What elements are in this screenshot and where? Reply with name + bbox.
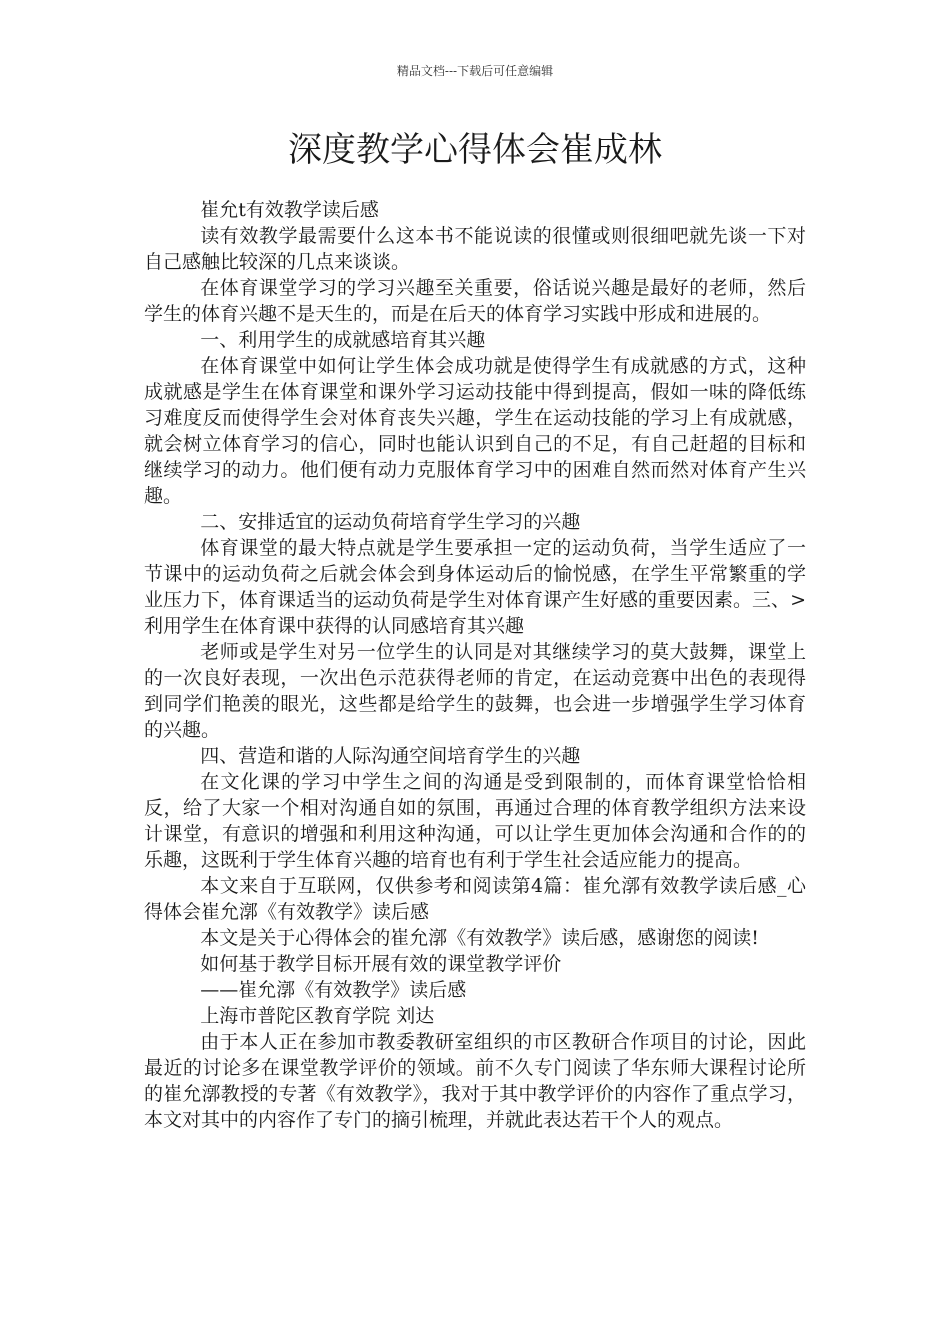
article-title: 如何基于教学目标开展有效的课堂教学评价 [200, 953, 562, 975]
paragraph: 由于本人正在参加市教委教研室组织的市区教研合作项目的讨论，因此最近的讨论多在课堂教学评价的领域。前不久专门阅读了华东师大课程讨论所的崔允漷教授的专著《有效教学》，我对于其中教学评价的内容作了重点学习，本文对其中的内容作了专门的摘引梳理，并就此表达若干个人的观点。 [144, 1031, 806, 1131]
paragraph: 在文化课的学习中学生之间的沟通是受到限制的，而体育课堂恰恰相反，给了大家一个相对沟通自如的氛围，再通过合理的体育教学组织方法来设计课堂，有意识的增强和利用这种沟通，可以让学生更加体会沟通和合作的的乐趣，这既利于学生体育兴趣的培育也有利于学生社会适应能力的提高。 [144, 771, 806, 871]
paragraph: 崔允t有效教学读后感 [200, 199, 379, 221]
document-body [144, 197, 806, 1133]
article-subtitle: ——崔允漷《有效教学》读后感 [200, 979, 467, 1001]
section-heading: 四、营造和谐的人际沟通空间培育学生的兴趣 [200, 745, 581, 767]
paragraph: 在体育课堂学习的学习兴趣至关重要，俗话说兴趣是最好的老师，然后学生的体育兴趣不是天生的，而是在后天的体育学习实践中形成和进展的。 [144, 277, 806, 325]
paragraph: 读有效教学最需要什么这本书不能说读的很懂或则很细吧就先谈一下对自己感触比较深的几点来谈谈。 [144, 225, 806, 273]
header-note: 精品文档---下载后可任意编辑 [396, 64, 554, 78]
document-title: 深度教学心得体会崔成林 [288, 130, 662, 170]
paragraph: 本文来自于互联网，仅供参考和阅读第4篇：崔允漷有效教学读后感_心得体会崔允漷《有效教学》读后感 [144, 875, 806, 923]
paragraph: 本文是关于心得体会的崔允漷《有效教学》读后感，感谢您的阅读! [200, 927, 759, 949]
paragraph: 体育课堂的最大特点就是学生要承担一定的运动负荷，当学生适应了一节课中的运动负荷之后就会体会到身体运动后的愉悦感，在学生平常繁重的学业压力下，体育课适当的运动负荷是学生对体育课产生好感的重要因素。三、>利用学生在体育课中获得的认同感培育其兴趣 [144, 537, 806, 637]
section-heading: 一、利用学生的成就感培育其兴趣 [200, 329, 486, 351]
author-line: 上海市普陀区教育学院 刘达 [200, 1005, 435, 1027]
paragraph: 老师或是学生对另一位学生的认同是对其继续学习的莫大鼓舞，课堂上的一次良好表现，一次出色示范获得老师的肯定，在运动竞赛中出色的表现得到同学们艳羡的眼光，这些都是给学生的鼓舞，也会进一步增强学生学习体育的兴趣。 [144, 641, 806, 741]
paragraph: 在体育课堂中如何让学生体会成功就是使得学生有成就感的方式，这种成就感是学生在体育课堂和课外学习运动技能中得到提高，假如一味的降低练习难度反而使得学生会对体育丧失兴趣，学生在运动技能的学习上有成就感，就会树立体育学习的信心，同时也能认识到自己的不足，有自己赶超的目标和继续学习的动力。他们便有动力克服体育学习中的困难自然而然对体育产生兴趣。 [144, 355, 806, 507]
section-heading: 二、安排适宜的运动负荷培育学生学习的兴趣 [200, 511, 581, 533]
